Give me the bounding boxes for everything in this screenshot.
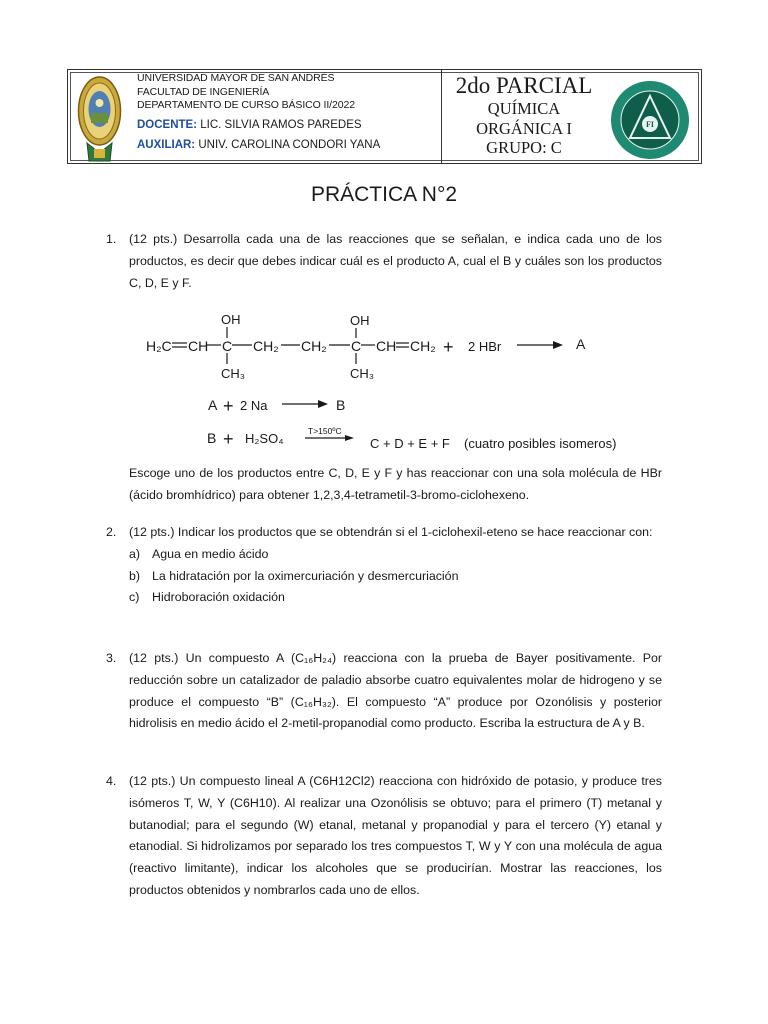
r3-condition: T>150ºC [308,426,342,436]
question-2 [106,522,662,609]
question-1-followup [106,463,662,507]
option-a: a) Agua en medio ácido [129,546,269,561]
question-number: 1. [106,232,117,246]
header-text [137,72,380,152]
option-list [129,544,662,609]
reagent-hbr: 2 HBr [468,339,502,354]
auxiliar-label: AUXILIAR: [137,138,196,151]
r3-products: C + D + E + F [370,436,450,451]
auxiliar-name: UNIV. CAROLINA CONDORI YANA [198,138,381,151]
question-text: (12 pts.) Desarrolla cada una de las reacciones que se señalan, e indica cada uno de los productos, es decir que debes indicar cuál es el producto A, cual el B y cuáles son los productos C, D, E y F. [129,232,662,290]
question-number: 2. [106,525,117,539]
subject-line-1: QUÍMICA [487,99,561,118]
exam-title: 2do PARCIAL [455,73,593,98]
question-4 [106,771,662,902]
header-divider [441,70,442,163]
r3-note: (cuatro posibles isomeros) [464,436,617,451]
formula-a: ₁₆H₂₄ [304,651,333,665]
option-b: b) La hidratación por la oximercuriación y desmercuriación [129,568,459,583]
docente-name: LIC. SILVIA RAMOS PAREDES [200,118,362,131]
chain-ch-end: CH [376,338,397,354]
chain-ch: CH [188,338,209,354]
department-name: DEPARTAMENTO DE CURSO BÁSICO II/2022 [137,99,355,111]
r3-reagent: H₂SO₄ [245,431,284,446]
option-c: c) Hidroboración oxidación [129,590,285,605]
chain-ch2-a: CH₂ [253,338,279,354]
question-text: (12 pts.) Un compuesto lineal A (C6H12Cl2) reacciona con hidróxido de potasio, y produce tres isómeros T, W, Y (C6H10). Al realizar una Ozonólisis se obtuvo; para el primero (T) metanal y butanodial; para el segundo (W) etanal, metanal y propanodial y para el tercero (Y) etanal y etanodial. Si hidrolizamos por separado los tres compuestos T, W y Y con una molécula de agua (reactivo limitante), indicar los alcoholes que se producirían. Mostrar las reacciones, los productos obtenidos y nombrarlos cada uno de ellos. [129,774,662,897]
exam-title-block [444,72,604,158]
question-text: (12 pts.) Indicar los productos que se obtendrán si el 1-ciclohexil-eteno se hace reaccionar con: [129,525,653,539]
plus-3: + [223,429,234,449]
chain-c2: C [351,338,362,354]
subject-line-2: ORGÁNICA I [476,118,572,138]
university-name: UNIVERSIDAD MAYOR DE SAN ANDRÉS [137,72,335,84]
r2-reactant: A [208,397,218,413]
product-a: A [576,336,586,352]
question-1 [106,229,662,294]
chain-ch2-b: CH₂ [301,338,327,354]
question-text: (12 pts.) Un compuesto A (C₁₆H₂₄) reacciona con la prueba de Bayer positivamente. Por reducción sobre un catalizador de paladio absorbe cuatro equivalentes molar de hidrogeno y se produce el compuesto “B” (C₁₆H₃₂). El compuesto “A” produce por Ozonólisis y posterior hidrolisis en medio ácido el 2-metil-propanodial como producto. Escriba la estructura de A y B. [129,651,663,731]
r2-product: B [336,397,346,413]
chain-c1: C [222,338,233,354]
plus-2: + [223,396,234,416]
faculty-name: FACULTAD DE INGENIERÍA [137,85,270,98]
question-3 [106,648,662,735]
svg-text:FI: FI [646,120,654,129]
page-title: PRÁCTICA N°2 [310,183,458,206]
university-seal-icon [77,73,122,163]
ch3-2: CH₃ [350,366,375,381]
followup-text: Escoge uno de los productos entre C, D, E y F y has reaccionar con una sola molécula de HBr (ácido bromhídrico) para obtener 1,2,3,4-tetrametil-3-bromo-ciclohexeno. [129,466,662,502]
docente-row [137,118,380,132]
question-number: 3. [106,651,117,665]
chain-h2c: H₂C [146,338,172,354]
oh-1: OH [221,312,241,327]
oh-2: OH [350,313,370,328]
group-label: GRUPO: C [486,138,562,157]
faculty-logo-icon [610,80,690,160]
chain-ch2-end: CH₂ [410,338,436,354]
formula-b: ₁₆H₃₂ [303,694,332,709]
r2-reagent: 2 Na [240,398,268,413]
docente-label: DOCENTE: [137,118,198,131]
plus-1: + [443,337,454,357]
auxiliar-row [137,138,380,152]
ch3-1: CH₃ [221,366,246,381]
question-number: 4. [106,774,117,788]
r3-reactant: B [207,430,217,446]
